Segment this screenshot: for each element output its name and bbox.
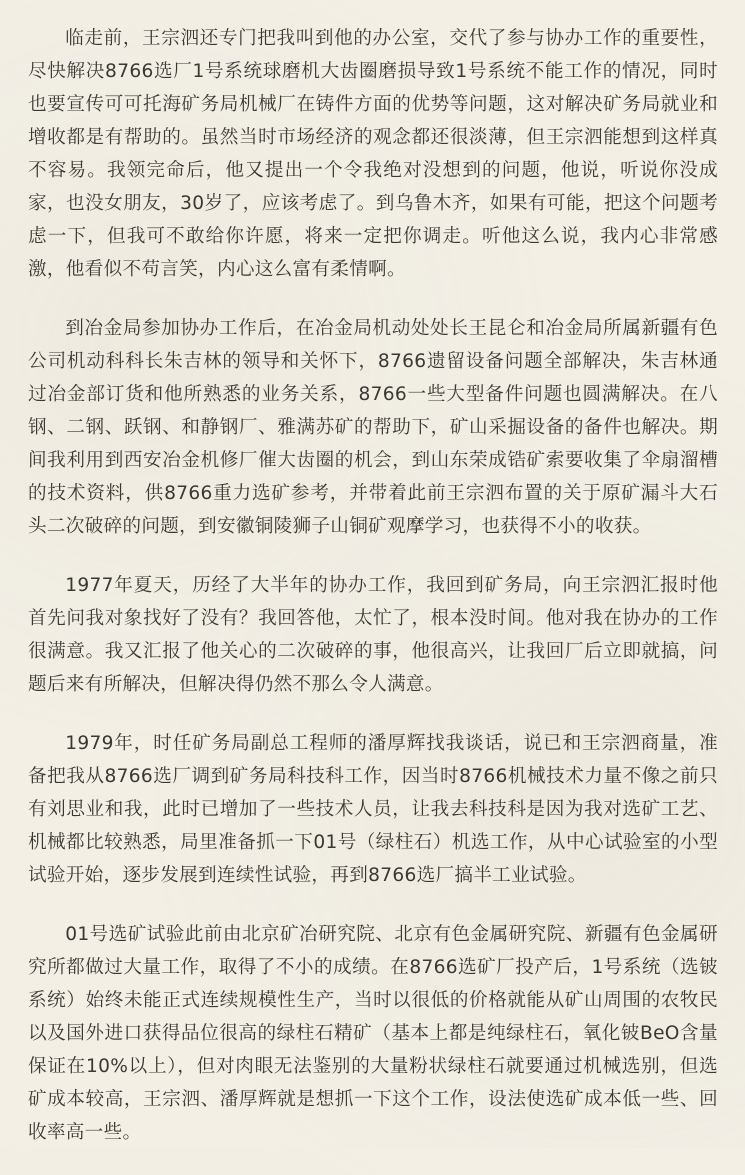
paragraph-3: 1977年夏天，历经了大半年的协办工作，我回到矿务局，向王宗泗汇报时他首先问我对象找好了没有？我回答他，太忙了，根本没时间。他对我在协办的工作很满意。我又汇报了他关心的二次破碎的事，他很高兴，让我回厂后立即就搞，问题后来有所解决，但解决得仍然不那么令人满意。 bbox=[28, 575, 718, 695]
paragraph-2: 到冶金局参加协办工作后，在冶金局机动处处长王昆仑和冶金局所属新疆有色公司机动科科长朱吉林的领导和关怀下，8766遗留设备问题全部解决，朱吉林通过冶金部订货和他所熟悉的业务关系，8766一些大型备件问题也圆满解决。在八钢、二钢、跃钢、和静钢厂、雅满苏矿的帮助下，矿山采掘设备的备件也解决。期间我利用到西安冶金机修厂催大齿圈的机会，到山东荣成锆矿索要收集了伞扇溜槽的技术资料，供8766重力选矿参考，并带着此前王宗泗布置的关于原矿漏斗大石头二次破碎的问题，到安徽铜陵狮子山铜矿观摩学习，也获得不小的收获。 bbox=[28, 318, 718, 537]
paragraph-1: 临走前，王宗泗还专门把我叫到他的办公室，交代了参与协办工作的重要性，尽快解决8766选厂1号系统球磨机大齿圈磨损导致1号系统不能工作的情况，同时也要宣传可可托海矿务局机械厂在铸件方面的优势等问题，这对解决矿务局就业和增收都是有帮助的。虽然当时市场经济的观念都还很淡薄，但王宗泗能想到这样真不容易。我领完命后，他又提出一个令我绝对没想到的问题，他说，听说你没成家，也没女朋友，30岁了，应该考虑了。到乌鲁木齐，如果有可能，把这个问题考虑一下，但我可不敢给你许愿，将来一定把你调走。听他这么说，我内心非常感激，他看似不苟言笑，内心这么富有柔情啊。 bbox=[28, 28, 718, 280]
article-body bbox=[28, 22, 718, 1175]
paragraph-5: 01号选矿试验此前由北京矿冶研究院、北京有色金属研究院、新疆有色金属研究所都做过大量工作，取得了不小的成绩。在8766选矿厂投产后，1号系统（选铍系统）始终未能正式连续规模性生产，当时以很低的价格就能从矿山周围的农牧民以及国外进口获得品位很高的绿柱石精矿（基本上都是纯绿柱石，氧化铍BeO含量保证在10%以上），但对肉眼无法鉴别的大量粉状绿柱石就要通过机械选别，但选矿成本较高，王宗泗、潘厚辉就是想抓一下这个工作，设法使选矿成本低一些、回收率高一些。 bbox=[28, 924, 718, 1143]
paragraph-4: 1979年，时任矿务局副总工程师的潘厚辉找我谈话，说已和王宗泗商量，准备把我从8766选厂调到矿务局科技科工作，因当时8766机械技术力量不像之前只有刘思业和我，此时已增加了一些技术人员，让我去科技科是因为我对选矿工艺、机械都比较熟悉，局里准备抓一下01号（绿柱石）机选工作，从中心试验室的小型试验开始，逐步发展到连续性试验，再到8766选厂搞半工业试验。 bbox=[28, 733, 718, 886]
